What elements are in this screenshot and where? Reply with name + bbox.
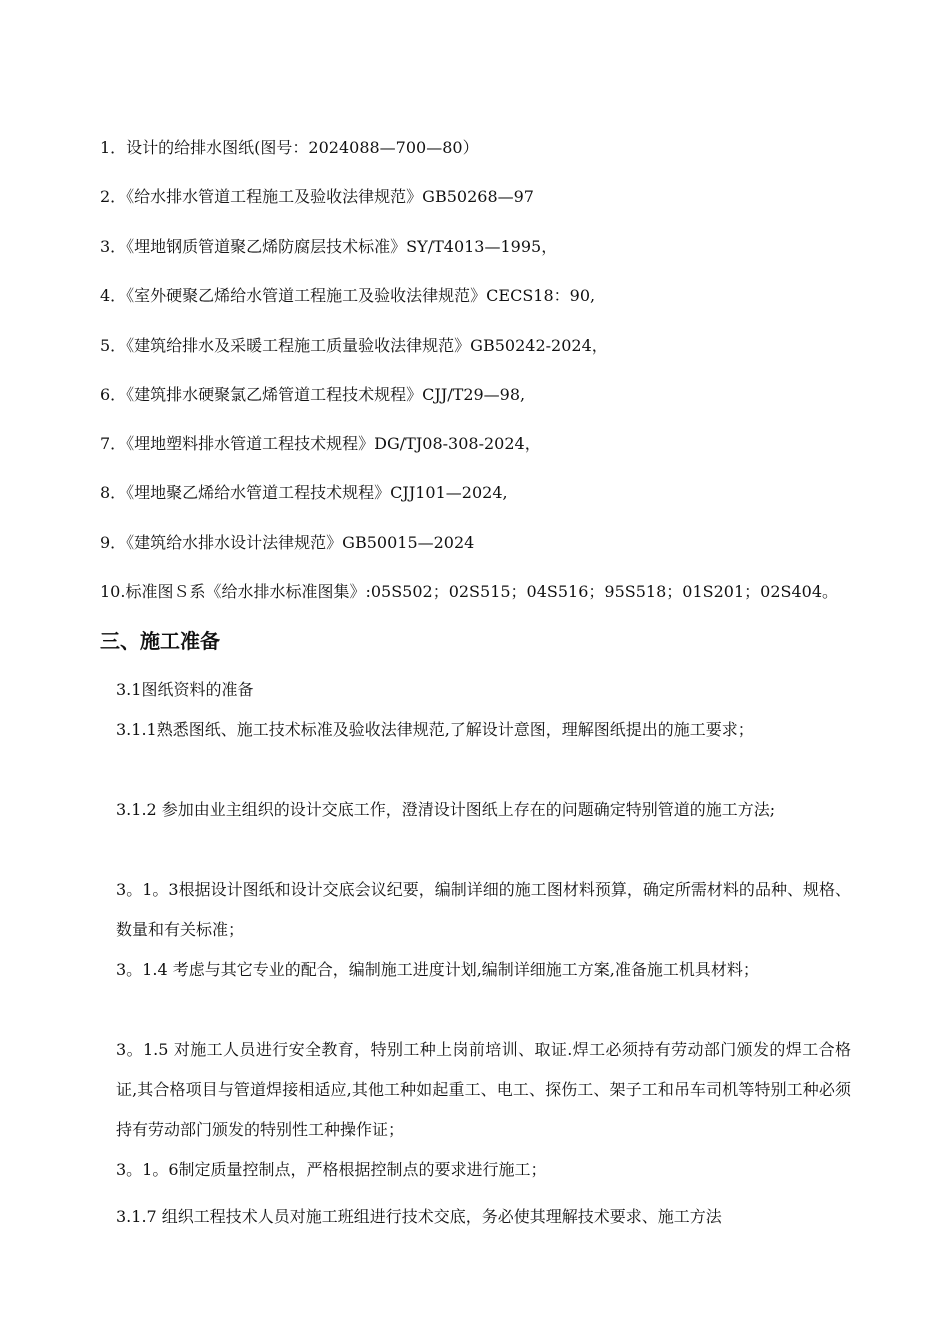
reference-item-2: 2．《给水排水管道工程施工及验收法律规范》GB50268—97: [100, 187, 534, 206]
reference-item-10: 10.标准图Ｓ系《给水排水标准图集》:05S502；02S515；04S516；95S518；01S201；02S404。: [100, 582, 838, 601]
reference-item-9: 9．《建筑给水排水设计法律规范》GB50015—2024: [100, 533, 475, 552]
reference-item-8: 8．《埋地聚乙烯给水管道工程技术规程》CJJ101—2024,: [100, 483, 508, 502]
subsection-title: 3.1图纸资料的准备: [116, 680, 254, 699]
paragraph-3-1-2: 3.1.2 参加由业主组织的设计交底工作，澄清设计图纸上存在的问题确定特别管道的施工方法;: [116, 800, 776, 819]
reference-item-3: 3．《埋地钢质管道聚乙烯防腐层技术标准》SY/T4013—1995，: [100, 237, 558, 256]
paragraph-3-1-3: 3。1。3根据设计图纸和设计交底会议纪要，编制详细的施工图材料预算，确定所需材料的品种、规格、数量和有关标准；: [116, 880, 851, 939]
reference-item-7: 7．《埋地塑料排水管道工程技术规程》DG/TJ08-308-2024，: [100, 434, 541, 453]
paragraph-3-1-6: 3。1。6制定质量控制点，严格根据控制点的要求进行施工；: [116, 1160, 547, 1179]
reference-item-6: 6．《建筑排水硬聚氯乙烯管道工程技术规程》CJJ/T29—98,: [100, 385, 526, 404]
paragraph-3-1-7: 3.1.7 组织工程技术人员对施工班组进行技术交底，务必使其理解技术要求、施工方法: [116, 1207, 722, 1226]
reference-item-4: 4．《室外硬聚乙烯给水管道工程施工及验收法律规范》CECS18：90,: [100, 286, 596, 305]
paragraph-3-1-5: 3。1.5 对施工人员进行安全教育，特别工种上岗前培训、取证.焊工必须持有劳动部门颁发的焊工合格证,其合格项目与管道焊接相适应,其他工种如起重工、电工、探伤工、架子工和吊车司机等特别工种必须持有劳动部门颁发的特别性工种操作证；: [116, 1040, 851, 1139]
paragraph-3-1-4: 3。1.4 考虑与其它专业的配合，编制施工进度计划,编制详细施工方案,准备施工机具材料；: [116, 960, 759, 979]
section-heading: 三、施工准备: [100, 629, 220, 653]
paragraph-3-1-1: 3.1.1熟悉图纸、施工技术标准及验收法律规范,了解设计意图，理解图纸提出的施工要求；: [116, 720, 754, 739]
reference-item-5: 5．《建筑给排水及采暖工程施工质量验收法律规范》GB50242-2024，: [100, 336, 608, 355]
reference-item-1: 1．设计的给排水图纸(图号：2024088—700—80）: [100, 138, 479, 157]
